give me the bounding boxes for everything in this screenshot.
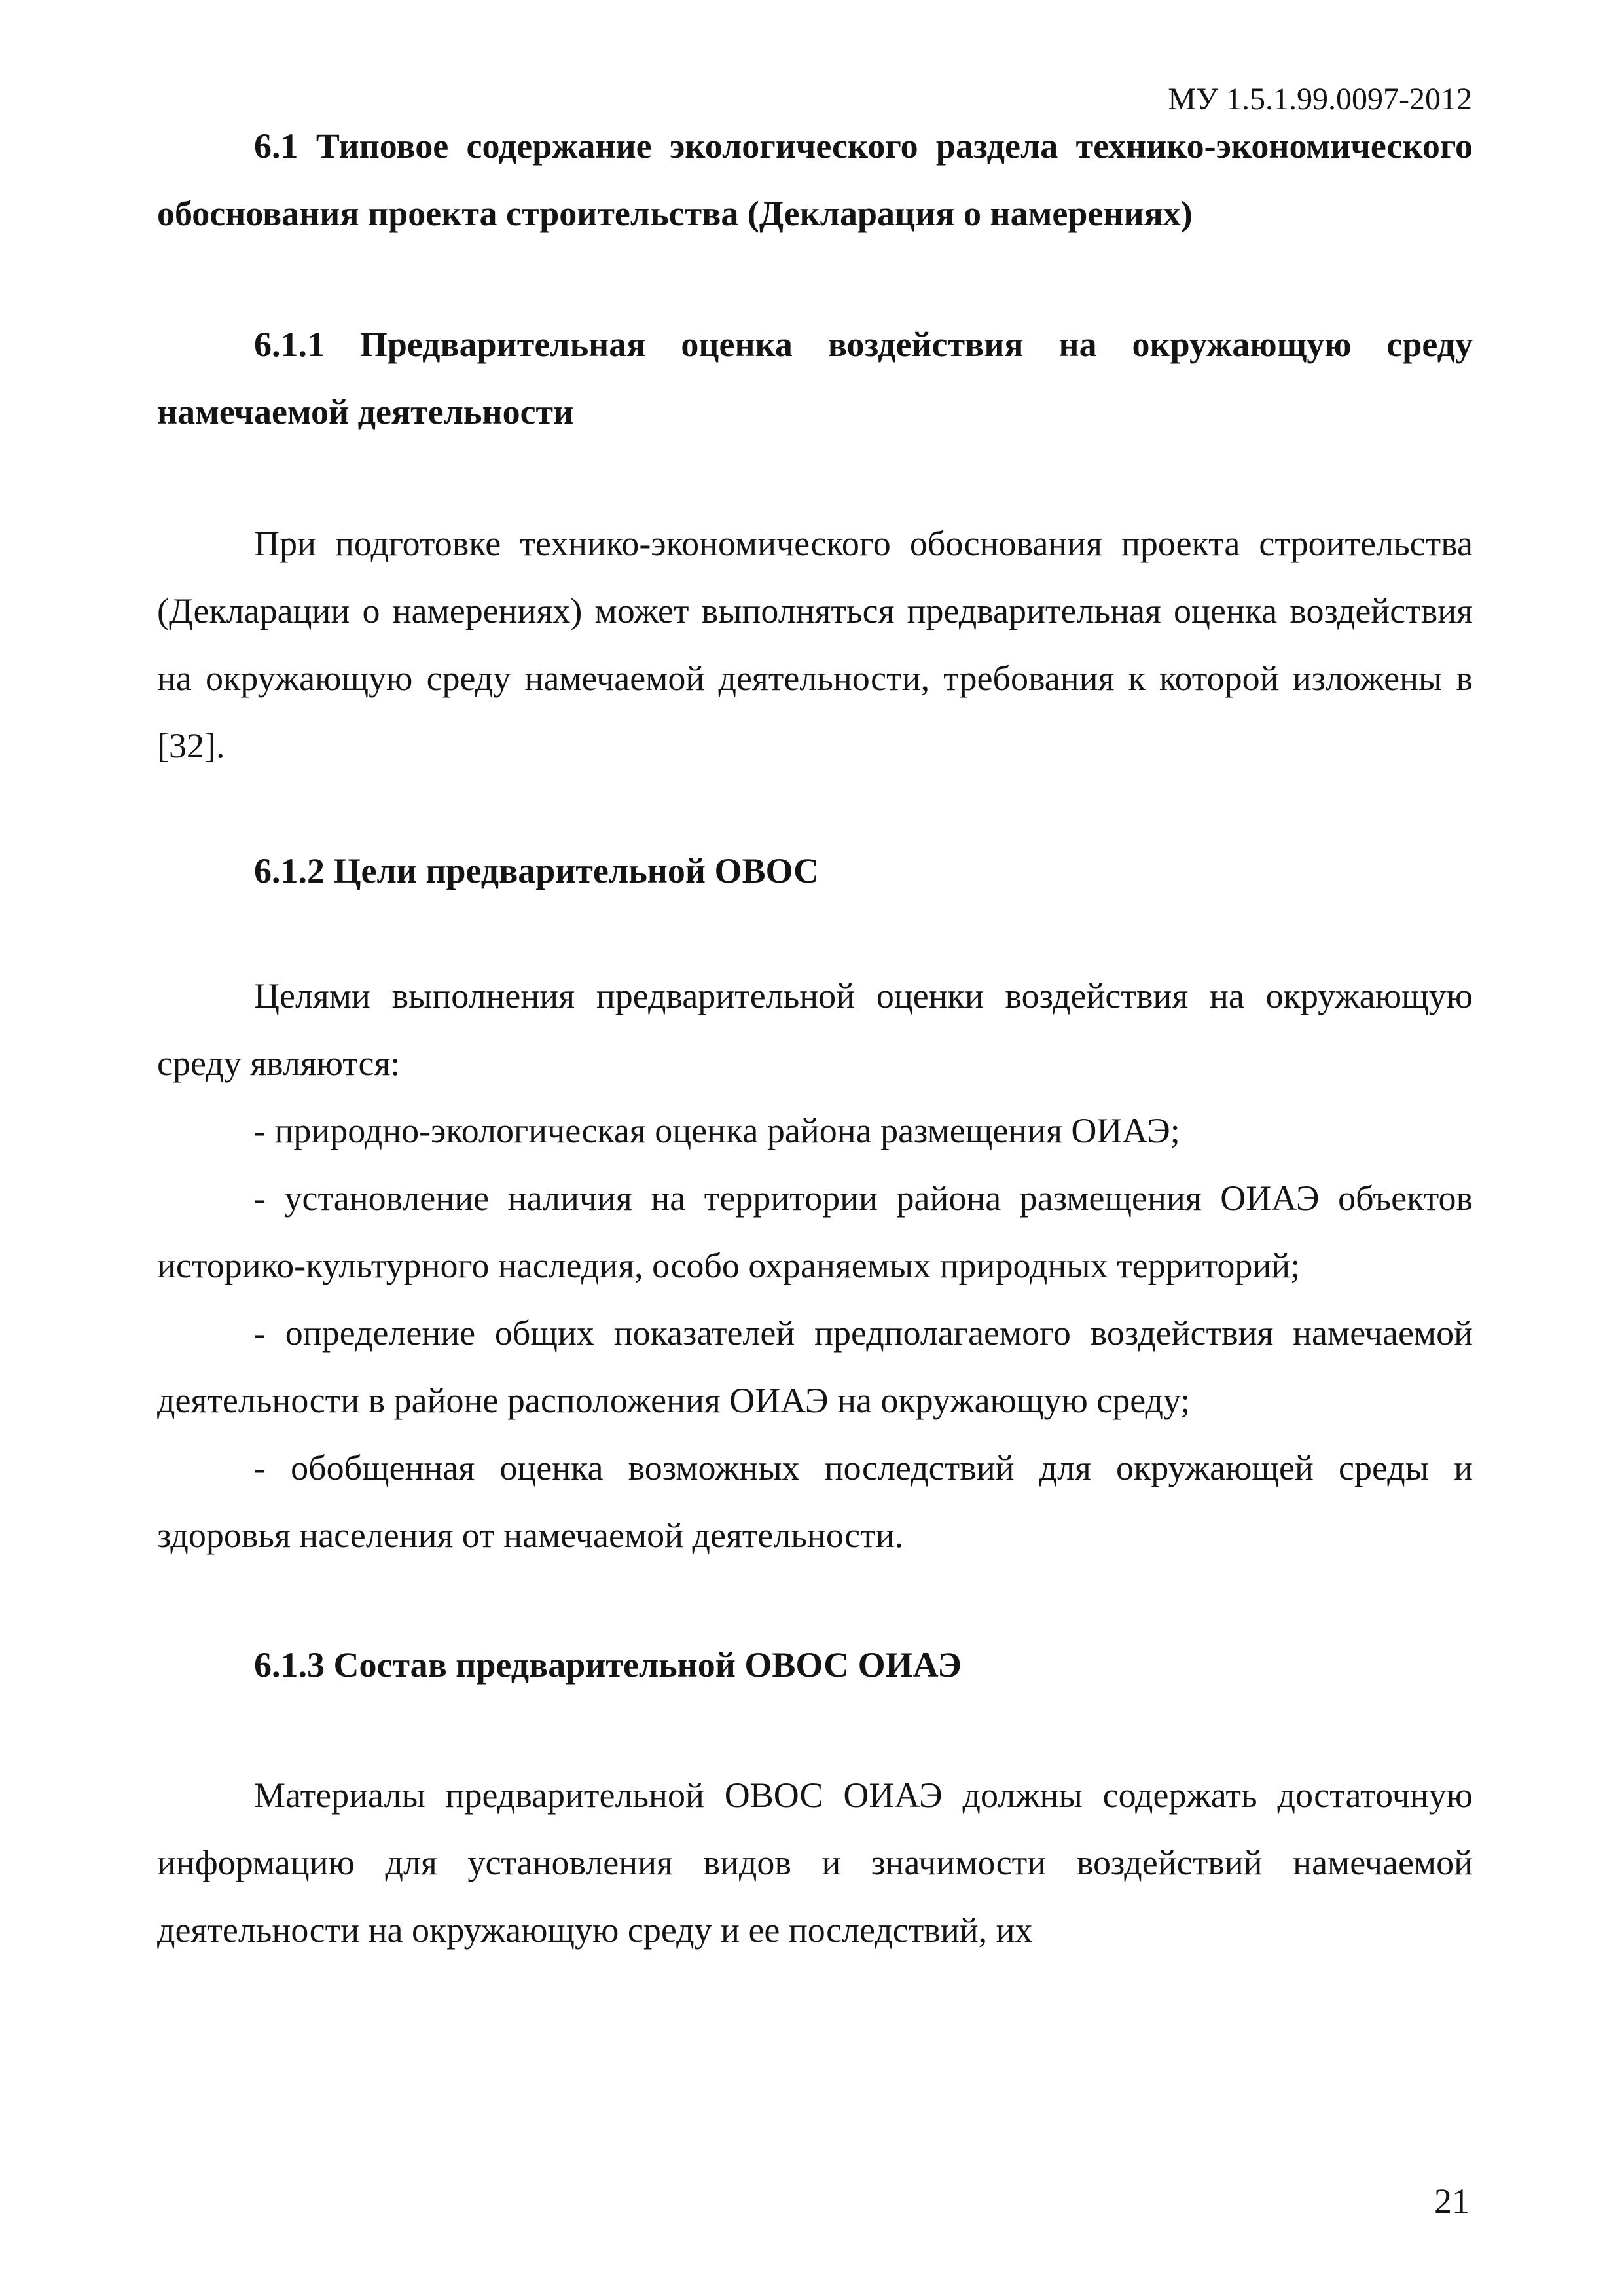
section-heading-6-1-2: 6.1.2 Цели предварительной ОВОС [254,851,820,890]
paragraph-6-1-2-intro: Целями выполнения предварительной оценки воздействия на окружающую среду являются: [157,976,1473,1083]
section-heading-6-1: 6.1 Типовое содержание экологического раздела технико-экономического обоснования проекта строительства (Декларация о намерениях) [157,126,1473,233]
document-body [157,113,1473,1964]
section-heading-6-1-1: 6.1.1 Предварительная оценка воздействия на окружающую среду намечаемой деятельности [157,325,1473,431]
paragraph-6-1-1: При подготовке технико-экономического обоснования проекта строительства (Декларации о намерениях) может выполняться предварительная оценка воздействия на окружающую среду намечаемой деятельности, требования к которой изложены в [32]. [157,524,1473,765]
page-number: 21 [1434,2181,1470,2221]
list-item: - установление наличия на территории района размещения ОИАЭ объектов историко-культурного наследия, особо охраняемых природных территорий; [157,1178,1473,1285]
list-item: - обобщенная оценка возможных последствий для окружающей среды и здоровья населения от намечаемой деятельности. [157,1448,1473,1555]
paragraph-6-1-3: Материалы предварительной ОВОС ОИАЭ должны содержать достаточную информацию для установления видов и значимости воздействий намечаемой деятельности на окружающую среду и ее последствий, их [157,1776,1473,1950]
list-item: - определение общих показателей предполагаемого воздействия намечаемой деятельности в районе расположения ОИАЭ на окружающую среду; [157,1313,1473,1420]
section-heading-6-1-3: 6.1.3 Состав предварительной ОВОС ОИАЭ [254,1645,962,1685]
list-item: - природно-экологическая оценка района размещения ОИАЭ; [254,1111,1180,1150]
document-code: МУ 1.5.1.99.0097-2012 [1168,82,1472,117]
